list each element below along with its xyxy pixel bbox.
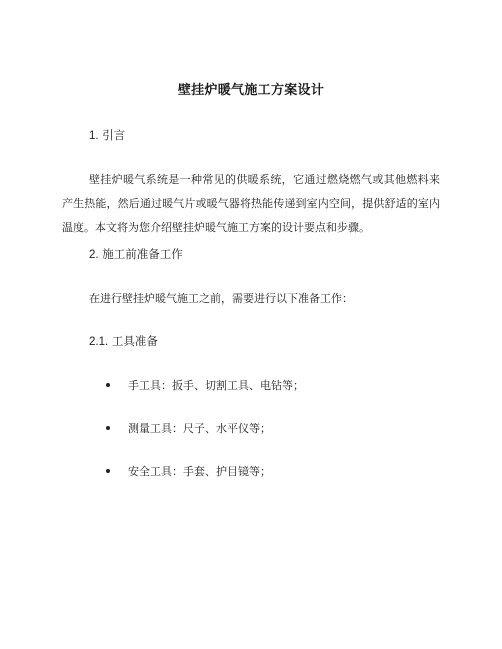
preparation-intro: 在进行壁挂炉暖气施工之前，需要进行以下准备工作： bbox=[89, 292, 353, 305]
list-item bbox=[106, 420, 271, 436]
bullet-dot bbox=[106, 469, 110, 473]
intro-paragraph: 壁挂炉暖气系统是一种常见的供暖系统，它通过燃烧燃气或其他燃料来产生热能，然后通过暖气片或暖气器将热能传递到室内空间，提供舒适的室内温度。本文将为您介绍壁挂炉暖气施工方案的设计要点和步骤。 bbox=[62, 173, 440, 235]
section-number: 2. bbox=[89, 249, 99, 261]
list-item-text: 手工具：扳手、切割工具、电钻等； bbox=[128, 379, 304, 392]
section-heading-text: 引言 bbox=[102, 128, 126, 142]
document-title: 壁挂炉暖气施工方案设计 bbox=[177, 83, 325, 98]
list-item bbox=[106, 463, 271, 479]
section-heading-text: 工具准备 bbox=[111, 334, 158, 348]
bullet-dot bbox=[106, 426, 110, 430]
list-item bbox=[106, 377, 304, 393]
bullet-dot bbox=[106, 383, 110, 387]
section-heading-2-1 bbox=[89, 333, 158, 349]
section-heading-text: 施工前准备工作 bbox=[102, 247, 183, 261]
list-item-text: 测量工具：尺子、水平仪等； bbox=[128, 422, 271, 435]
section-number: 2.1. bbox=[89, 336, 109, 348]
section-number: 1. bbox=[89, 130, 99, 142]
section-heading-2 bbox=[89, 246, 183, 262]
section-heading-1 bbox=[89, 127, 125, 143]
list-item-text: 安全工具：手套、护目镜等； bbox=[128, 465, 271, 478]
